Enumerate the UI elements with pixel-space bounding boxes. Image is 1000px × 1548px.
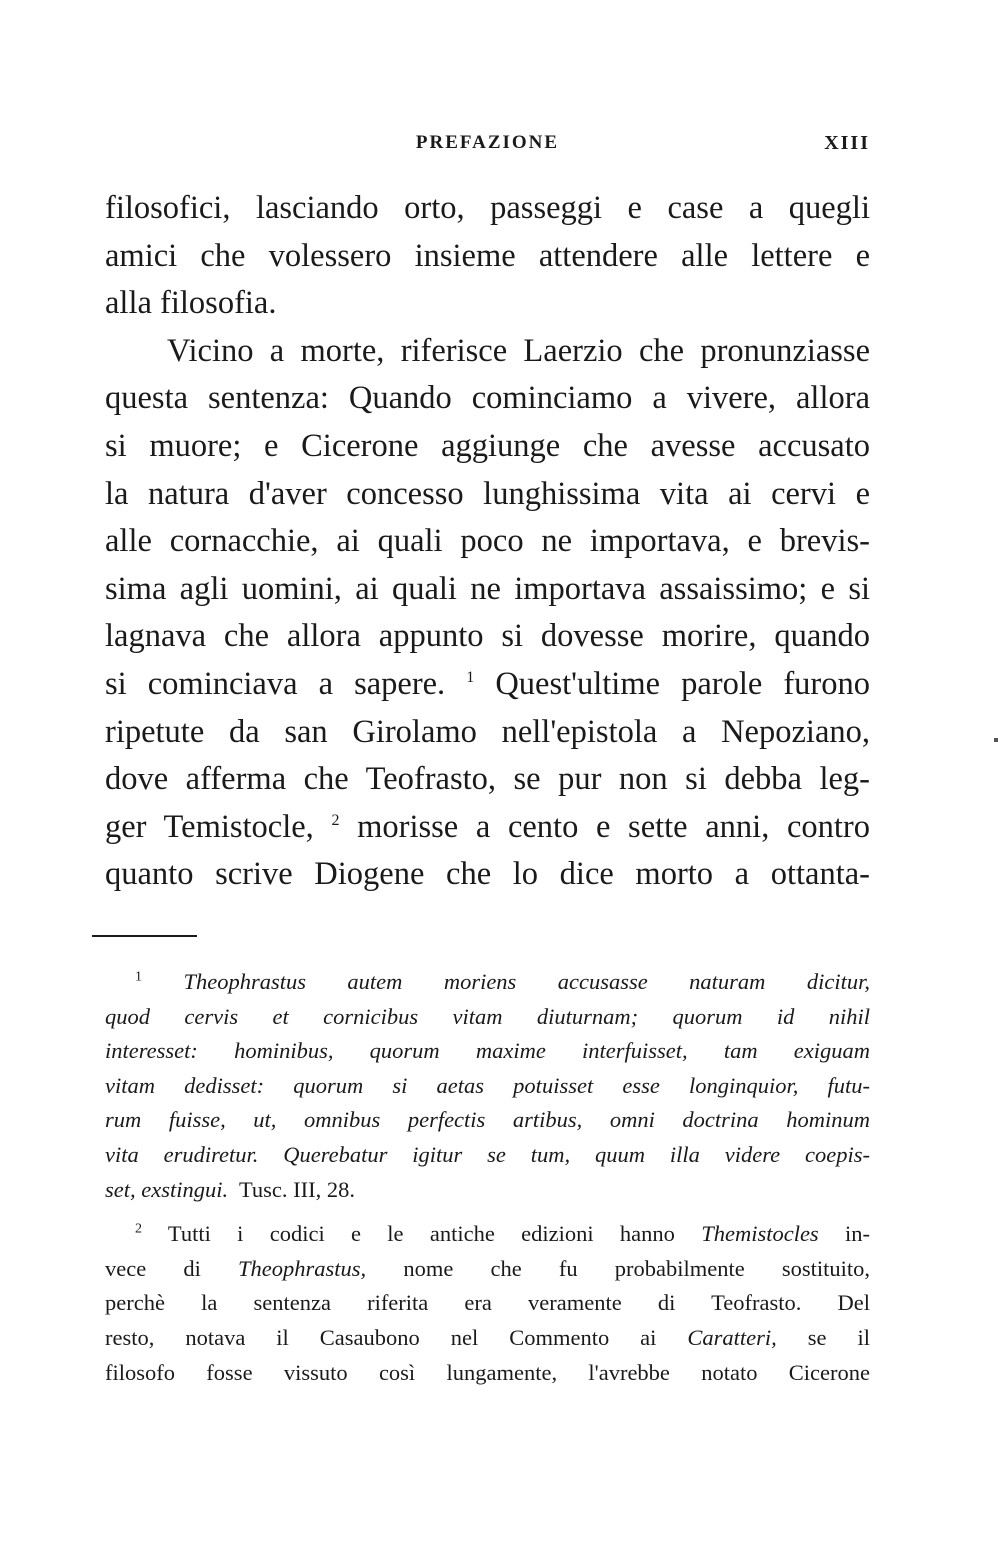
text-line: quanto scrive Diogene che lo dice morto a ottanta- (105, 856, 870, 893)
footnote-text: Tutti i codici e le antiche edizioni hanno (167, 1221, 675, 1247)
text-line (105, 804, 870, 852)
text-line: dove afferma che Teofrasto, se pur non si debba leg- (105, 761, 870, 798)
footnote-1 (105, 965, 870, 1207)
footnote-number: 1 (135, 969, 142, 985)
text-fragment: morisse a cento e sette anni, contro (357, 808, 871, 845)
footnote-text: resto, notava il Casaubono nel Commento ai (105, 1324, 657, 1350)
text-fragment: ger Temistocle, (105, 808, 314, 845)
footnote-line: filosofo fosse vissuto così lungamente, l'avrebbe notato Cicerone (105, 1359, 870, 1385)
page-header (105, 128, 870, 158)
footnote-text: nome che fu probabilmente sostituito, (403, 1255, 871, 1281)
footnote-text: set, exstingui. (105, 1176, 229, 1202)
footnote-line (105, 1173, 870, 1208)
footnote-line (105, 1000, 870, 1035)
main-text (105, 185, 870, 899)
footnote-text: vita erudiretur. Querebatur igitur se tum, quum illa videre coepis- (105, 1141, 870, 1167)
page-number: XIII (824, 132, 870, 154)
text-fragment: Quest'ultime parole furono (495, 665, 870, 702)
scan-speck (994, 738, 998, 742)
footnote-text: interesset: hominibus, quorum maxime interfuisset, tam exiguam (105, 1038, 870, 1064)
footnote-text: quod cervis et cornicibus vitam diuturnam; quorum id nihil (105, 1003, 870, 1029)
text-line (105, 661, 870, 709)
text-line: lagnava che allora appunto si dovesse morire, quando (105, 618, 870, 655)
text-line: alle cornacchie, ai quali poco ne importava, e brevis- (105, 523, 870, 560)
text-line: ripetute da san Girolamo nell'epistola a Nepoziano, (105, 713, 870, 750)
text-line: sima agli uomini, ai quali ne importava assaissimo; e si (105, 570, 870, 607)
footnote-line (105, 1034, 870, 1069)
footnote-ref-2[interactable]: 2 (331, 811, 340, 829)
footnote-line (105, 1217, 870, 1252)
text-line: filosofici, lasciando orto, passeggi e case a quegli (105, 190, 870, 226)
text-line: Vicino a morte, riferisce Laerzio che pronunziasse (167, 332, 870, 369)
footnote-line (105, 1252, 870, 1287)
footnote-text: Theophrastus, (238, 1255, 367, 1281)
footnote-text: vitam dedisset: quorum si aetas potuisset esse longinquior, futu- (105, 1072, 870, 1098)
text-line: si muore; e Cicerone aggiunge che avesse accusato (105, 427, 870, 464)
footnote-2 (105, 1217, 870, 1390)
footnote-text: Themistocles (701, 1221, 819, 1247)
footnote-text: rum fuisse, ut, omnibus perfectis artibus, omni doctrina hominum (105, 1107, 870, 1133)
running-head: PREFAZIONE (415, 132, 560, 153)
text-line: alla filosofia. (105, 285, 277, 322)
footnote-separator (92, 935, 197, 937)
text-line: questa sentenza: Quando cominciamo a vivere, allora (105, 380, 870, 417)
footnote-line (105, 1103, 870, 1138)
footnote-line (105, 1069, 870, 1104)
footnote-text: Caratteri, (687, 1324, 777, 1350)
footnote-line (105, 1321, 870, 1356)
text-line: la natura d'aver concesso lunghissima vita ai cervi e (105, 475, 870, 512)
footnote-text: vece di (105, 1255, 201, 1281)
text-line: amici che volessero insieme attendere alle lettere e (105, 237, 870, 274)
text-fragment: si cominciava a sapere. (105, 665, 446, 702)
footnote-text: se il (807, 1324, 871, 1350)
footnote-text: in- (845, 1221, 871, 1247)
footnote-line (105, 1138, 870, 1173)
footnote-line: perchè la sentenza riferita era veramente di Teofrasto. Del (105, 1290, 870, 1316)
footnote-ref-1[interactable]: 1 (466, 669, 475, 687)
footnote-line (105, 965, 870, 1000)
footnotes (105, 965, 870, 1390)
footnote-number: 2 (135, 1221, 142, 1237)
footnote-text: Theophrastus autem moriens accusasse naturam dicitur, (183, 969, 870, 994)
footnote-citation: Tusc. III, 28. (238, 1176, 356, 1202)
